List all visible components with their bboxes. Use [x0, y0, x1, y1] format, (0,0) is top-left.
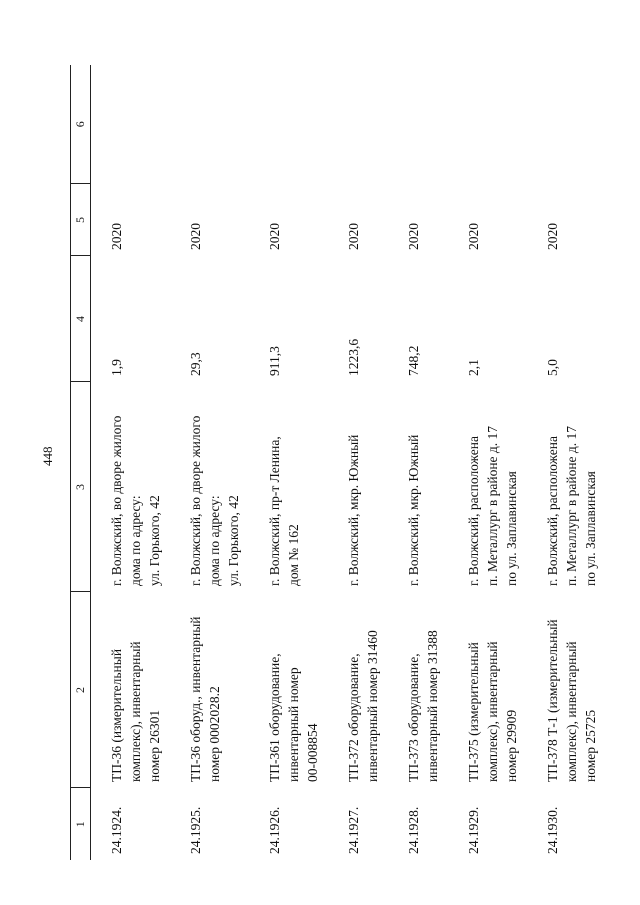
row-number: 24.1928.	[406, 806, 421, 854]
column-header-1: 1	[71, 788, 91, 860]
object-address: г. Волжский, во дворе жилого дома по адресу: ул. Горького, 42	[109, 415, 162, 586]
object-extra	[388, 65, 448, 184]
object-value: 1,9	[109, 359, 124, 376]
object-extra	[170, 65, 249, 184]
object-year: 2020	[346, 223, 361, 250]
column-header-5: 5	[71, 184, 91, 256]
object-extra	[249, 65, 328, 184]
row-number: 24.1926.	[267, 806, 282, 854]
object-name: ТП-361 оборудование, инвентарный номер 00-008854	[267, 653, 320, 782]
object-value: 748,2	[406, 345, 421, 376]
registry-table	[70, 65, 606, 860]
object-address: г. Волжский, мкр. Южный	[346, 434, 361, 586]
object-extra	[527, 65, 606, 184]
object-name: ТП-36 оборуд., инвентарный номер 0002028.2	[188, 616, 222, 782]
column-header-3: 3	[71, 382, 91, 592]
table-row	[448, 65, 527, 860]
object-extra	[91, 65, 171, 184]
table-row	[170, 65, 249, 860]
object-extra	[448, 65, 527, 184]
table-row	[527, 65, 606, 860]
column-header-4: 4	[71, 256, 91, 382]
object-name: ТП-378 Т-1 (измерительный комплекс), инвентарный номер 25725	[545, 619, 598, 782]
table-row	[328, 65, 388, 860]
row-number: 24.1927.	[346, 806, 361, 854]
object-name: ТП-372 оборудование, инвентарный номер 31460	[346, 630, 380, 782]
row-number: 24.1924.	[109, 806, 124, 854]
table-row	[91, 65, 171, 860]
column-header-6: 6	[71, 65, 91, 184]
object-value: 29,3	[188, 352, 203, 376]
object-address: г. Волжский, во дворе жилого дома по адресу: ул. Горького, 42	[188, 415, 241, 586]
row-number: 24.1925.	[188, 806, 203, 854]
column-header-2: 2	[71, 592, 91, 788]
rotated-table-page	[70, 65, 630, 860]
object-value: 5,0	[545, 359, 560, 376]
object-address: г. Волжский, расположена п. Металлург в районе д. 17 по ул. Заплавинская	[466, 425, 519, 586]
row-number: 24.1929.	[466, 806, 481, 854]
object-year: 2020	[406, 223, 421, 250]
object-value: 2,1	[466, 359, 481, 376]
object-year: 2020	[466, 223, 481, 250]
page-number: 448	[40, 446, 55, 466]
object-address: г. Волжский, пр-т Ленина, дом № 162	[267, 436, 301, 586]
object-address: г. Волжский, мкр. Южный	[406, 434, 421, 586]
object-value: 911,3	[267, 346, 282, 376]
object-address: г. Волжский, расположена п. Металлург в районе д. 17 по ул. Заплавинская	[545, 425, 598, 586]
object-year: 2020	[109, 223, 124, 250]
object-value: 1223,6	[346, 338, 361, 376]
table-header-row	[71, 65, 91, 860]
object-name: ТП-36 (измерительный комплекс), инвентарный номер 26301	[109, 641, 162, 782]
table-body	[91, 65, 607, 860]
object-year: 2020	[545, 223, 560, 250]
object-year: 2020	[267, 223, 282, 250]
table-row	[249, 65, 328, 860]
object-name: ТП-373 оборудование, инвентарный номер 31388	[406, 630, 440, 782]
object-name: ТП-375 (измерительный комплекс), инвентарный номер 29909	[466, 641, 519, 782]
table-row	[388, 65, 448, 860]
object-extra	[328, 65, 388, 184]
row-number: 24.1930.	[545, 806, 560, 854]
object-year: 2020	[188, 223, 203, 250]
